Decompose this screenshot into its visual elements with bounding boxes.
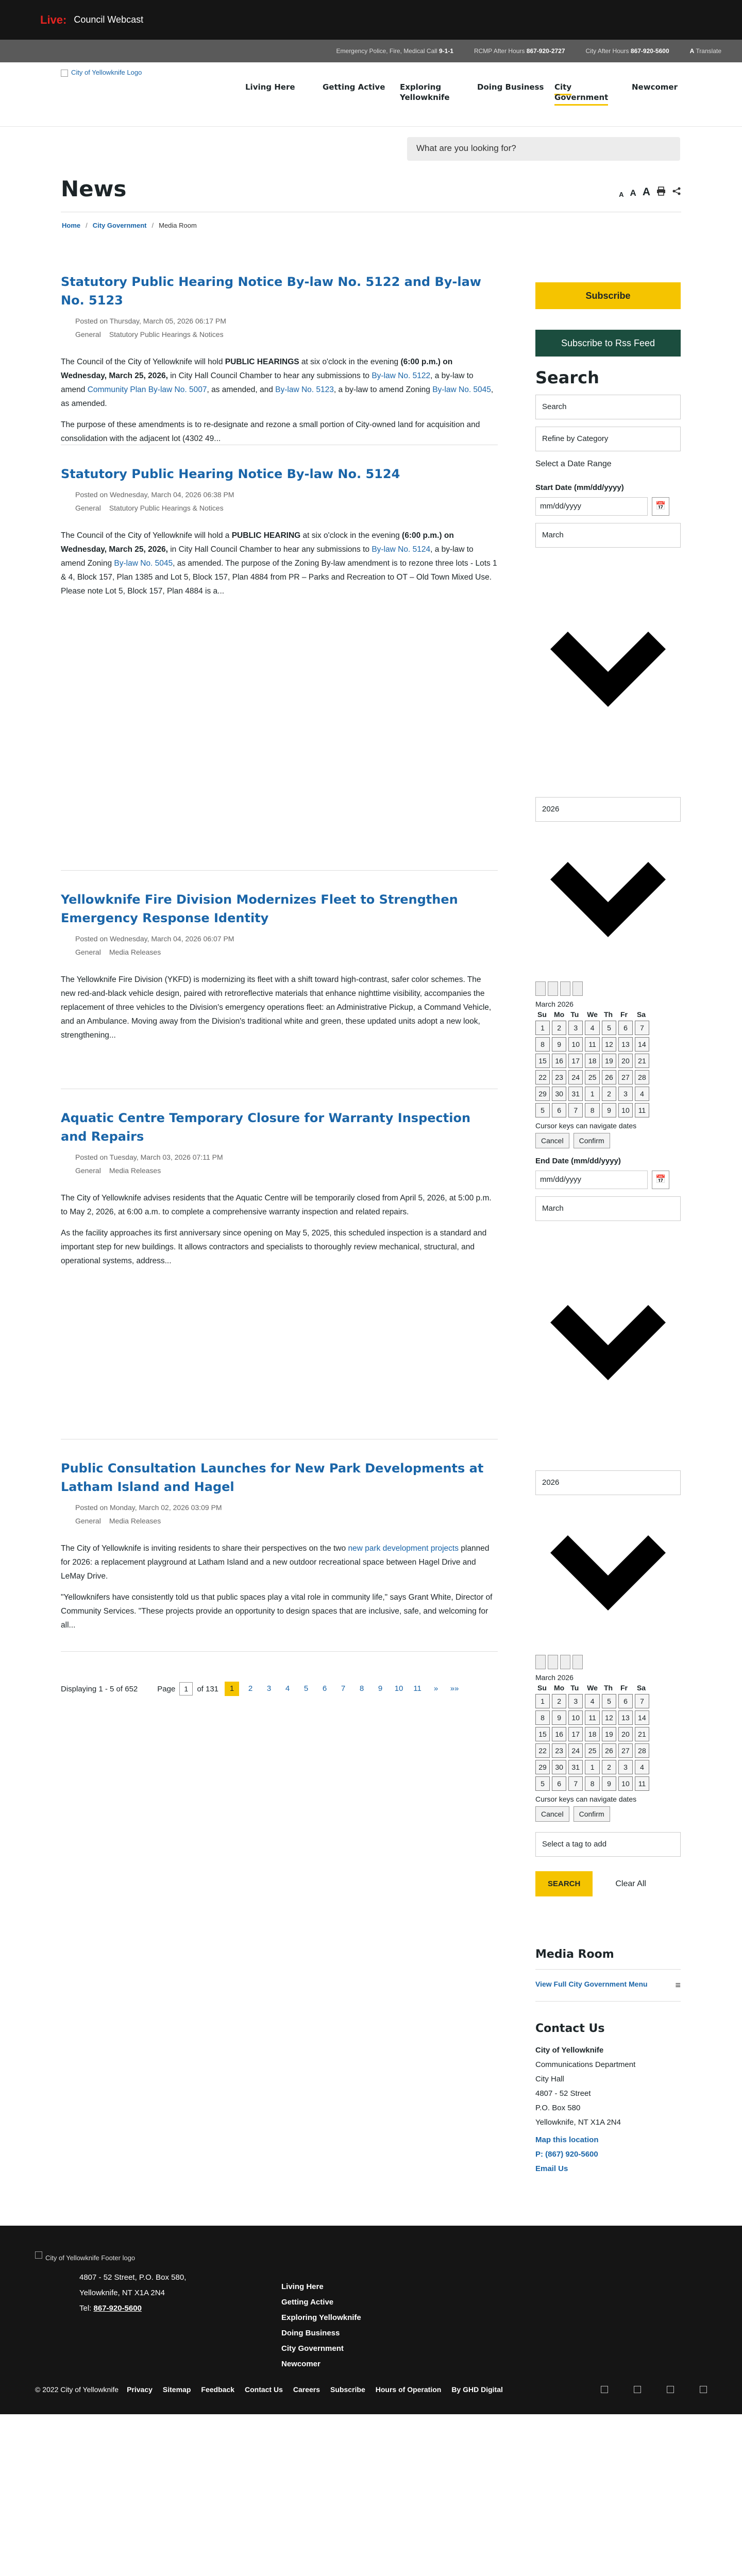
calendar-day[interactable]: 18 bbox=[585, 1727, 600, 1741]
next-month-button[interactable] bbox=[560, 1655, 570, 1669]
translate-button[interactable]: A Translate bbox=[689, 47, 721, 55]
prev-month-button[interactable] bbox=[548, 1655, 558, 1669]
breadcrumb-current: Media Room bbox=[159, 222, 197, 229]
bylaw-5045-link[interactable]: By-law No. 5045 bbox=[432, 385, 491, 394]
news-item bbox=[61, 1089, 498, 1439]
instagram-icon[interactable] bbox=[667, 2386, 674, 2393]
bylaw-5123-link[interactable]: By-law No. 5123 bbox=[275, 385, 334, 394]
subscribe-button[interactable]: Subscribe bbox=[535, 282, 681, 309]
page-6[interactable]: 6 bbox=[322, 1684, 327, 1693]
chevron-down-icon[interactable] bbox=[535, 822, 681, 976]
calendar-day[interactable]: 14 bbox=[635, 1037, 649, 1052]
breadcrumb-home[interactable]: Home bbox=[62, 222, 81, 229]
last-page-button[interactable]: »» bbox=[450, 1684, 459, 1693]
calendar-day[interactable]: 17 bbox=[568, 1727, 583, 1741]
news-date: Posted on Wednesday, March 04, 2026 06:38 PM bbox=[75, 490, 234, 499]
calendar-day[interactable]: 15 bbox=[535, 1054, 550, 1068]
bylaw-5007-link[interactable]: Community Plan By-law No. 5007 bbox=[87, 385, 207, 394]
calendar-day[interactable]: 9 bbox=[602, 1776, 616, 1791]
results-count: Displaying 1 - 5 of 652 bbox=[61, 1684, 138, 1693]
facebook-icon[interactable] bbox=[601, 2386, 608, 2393]
start-date-input[interactable]: mm/dd/yyyy bbox=[535, 497, 648, 516]
next-year-button[interactable] bbox=[572, 1655, 583, 1669]
news-title[interactable]: Aquatic Centre Temporary Closure for Warranty Inspection and Repairs bbox=[61, 1111, 471, 1144]
text-size-medium[interactable]: A bbox=[630, 188, 636, 198]
page-10[interactable]: 10 bbox=[394, 1684, 403, 1693]
calendar-icon[interactable]: 📅 bbox=[652, 497, 669, 516]
calendar-day[interactable]: 21 bbox=[635, 1727, 649, 1741]
calendar-day[interactable]: 22 bbox=[535, 1743, 550, 1758]
news-list bbox=[61, 229, 498, 2176]
page-5[interactable]: 5 bbox=[303, 1684, 309, 1693]
calendar-day[interactable]: 11 bbox=[585, 1710, 600, 1725]
footer-link-privacy[interactable]: Privacy bbox=[127, 2385, 153, 2394]
page-9[interactable]: 9 bbox=[378, 1684, 383, 1693]
emergency-number: 9-1-1 bbox=[439, 47, 453, 55]
category-select[interactable]: Refine by Category bbox=[535, 427, 681, 451]
text-size-small[interactable]: A bbox=[619, 191, 624, 198]
end-date-calendar: March 2026 Su Mo Tu We Th Fr Sa 1 2 3 4 5 6 7 8 9 10 11 12 13 14 15 16 17 18 19 20 21 22 23 24 25 26 27 28 29 30 31 1 2 3 4 5 6 7 8 9 10 11 Cursor keys can navigate dates Cancel Confirm bbox=[535, 1655, 681, 1822]
calendar-day[interactable]: 5 bbox=[602, 1021, 616, 1035]
start-year-select[interactable]: 2026 bbox=[535, 797, 681, 822]
footer-link-contact[interactable]: Contact Us bbox=[244, 2385, 283, 2394]
calendar-day[interactable]: 2 bbox=[602, 1087, 616, 1101]
news-date: Posted on Wednesday, March 04, 2026 06:07 PM bbox=[75, 935, 234, 943]
calendar-day[interactable]: 7 bbox=[568, 1103, 583, 1117]
calendar-day[interactable]: 12 bbox=[602, 1037, 616, 1052]
calendar-day[interactable]: 24 bbox=[568, 1743, 583, 1758]
calendar-day[interactable]: 16 bbox=[552, 1727, 566, 1741]
next-page-button[interactable]: » bbox=[433, 1684, 439, 1693]
calendar-day[interactable]: 22 bbox=[535, 1070, 550, 1084]
end-date-label: End Date (mm/dd/yyyy) bbox=[535, 1157, 621, 1165]
page-7[interactable]: 7 bbox=[341, 1684, 346, 1693]
translate-icon: A bbox=[689, 47, 695, 55]
footer-link-ghd[interactable]: By GHD Digital bbox=[451, 2385, 503, 2394]
calendar-day[interactable]: 10 bbox=[568, 1710, 583, 1725]
calendar-cancel-button[interactable]: Cancel bbox=[535, 1133, 569, 1148]
page-11[interactable]: 11 bbox=[413, 1684, 421, 1693]
live-label: Live: bbox=[40, 13, 67, 26]
news-summary: The Council of the City of Yellowknife will hold PUBLIC HEARINGS at six o'clock in the evening (6:00 p.m.) on Wednesday, March 25, 2026, in City Hall Council Chamber to hear any submissions to By-law No. 5122, a by-law to amend Community Plan By-law No. 5007, as amended, and By-law No. 5123, a by-law to amend Zoning By-law No. 5045, as amended. The purpose of these amendments is to re-designate and rezone a small portion of City-owned land for acquisition and consolidation with the adjacent lot (4302 49... bbox=[61, 358, 494, 443]
footer-nav-link[interactable]: Doing Business bbox=[281, 2329, 340, 2337]
news-summary: The City of Yellowknife advises residents that the Aquatic Centre will be temporarily closed from April 5, 2026, at 5:00 p.m. to May 2, 2026, at 6:00 a.m. to complete a comprehensive warranty inspection and related repairs. As the facility approaches its first anniversary since opening on May 5, 2025, this scheduled inspection is a standard and important step for new buildings. It allows contractors and specialists to thoroughly review mechanical, structural, and operational systems, address... bbox=[61, 1194, 492, 1265]
news-title[interactable]: Yellowknife Fire Division Modernizes Fleet to Strengthen Emergency Response Identity bbox=[61, 892, 458, 925]
calendar-day[interactable]: 1 bbox=[585, 1760, 600, 1774]
sidebar bbox=[535, 228, 681, 2176]
calendar-day[interactable]: 10 bbox=[618, 1776, 633, 1791]
calendar-day[interactable]: 21 bbox=[635, 1054, 649, 1068]
news-date: Posted on Tuesday, March 03, 2026 07:11 PM bbox=[75, 1153, 223, 1161]
calendar-day[interactable]: 2 bbox=[552, 1021, 566, 1035]
calendar-day[interactable]: 3 bbox=[568, 1021, 583, 1035]
calendar-grid: Su Mo Tu We Th Fr Sa 1 2 3 4 5 6 7 8 9 10 11 12 13 14 15 16 17 18 19 20 21 22 23 24 25 26 27 28 29 30 31 1 2 3 4 5 6 7 8 9 10 11 bbox=[533, 1682, 651, 1793]
news-tags: General Statutory Public Hearings & Notices bbox=[75, 330, 224, 338]
footer-nav-link[interactable]: Newcomer bbox=[281, 2360, 321, 2368]
main-nav bbox=[245, 62, 709, 126]
news-tags: General Media Releases bbox=[75, 1517, 161, 1525]
start-date-calendar: March 2026 Su Mo Tu We Th Fr Sa 1 2 3 4 5 6 7 8 9 10 11 12 13 14 15 16 17 18 19 20 21 22 23 24 25 26 27 28 29 30 31 1 2 3 4 5 6 7 8 9 10 11 Cursor keys can navigate dates Cancel Confirm bbox=[535, 981, 681, 1148]
footer-link-careers[interactable]: Careers bbox=[293, 2385, 321, 2394]
city-after-hours-label: City After Hours bbox=[585, 47, 629, 55]
calendar-day[interactable]: 8 bbox=[535, 1710, 550, 1725]
calendar-day[interactable]: 19 bbox=[602, 1054, 616, 1068]
calendar-grid: Su Mo Tu We Th Fr Sa 1 2 3 4 5 6 7 8 9 10 11 12 13 14 15 16 17 18 19 20 21 22 23 24 25 26 27 28 29 30 31 1 2 3 4 5 6 7 8 9 10 11 bbox=[533, 1008, 651, 1120]
calendar-confirm-button[interactable]: Confirm bbox=[574, 1806, 610, 1822]
calendar-day[interactable]: 15 bbox=[535, 1727, 550, 1741]
copyright: © 2022 City of Yellowknife bbox=[35, 2385, 119, 2394]
calendar-day[interactable]: 3 bbox=[618, 1087, 633, 1101]
calendar-day[interactable]: 26 bbox=[602, 1743, 616, 1758]
calendar-day[interactable]: 27 bbox=[618, 1070, 633, 1084]
calendar-day[interactable]: 24 bbox=[568, 1070, 583, 1084]
text-size-large[interactable]: A bbox=[642, 186, 650, 198]
nav-doing-business[interactable]: Doing Business bbox=[477, 82, 544, 92]
news-summary: The Council of the City of Yellowknife will hold a PUBLIC HEARING at six o'clock in the evening (6:00 p.m.) on Wednesday, March 25, 2026, in City Hall Council Chamber to hear any submissions to By-law No. 5124, a by-law to amend Zoning By-law No. 5045, as amended. The purpose of the Zoning By-law amendment is to rezone three lots - Lots 1 & 4, Block 157, Plan 1385 and Lot 5, Block 157, Plan 4884 from PR – Parks and Recreation to OT – Old Town Mixed Use. Please note Lot 5, Block 157, Plan 4884 is a... bbox=[61, 531, 497, 596]
pagination: Displaying 1 - 5 of 652 Page 1 of 131 1 2 3 4 5 6 7 8 9 10 11 » »» bbox=[61, 1652, 498, 1696]
live-text[interactable]: Council Webcast bbox=[74, 14, 144, 25]
chevron-down-icon[interactable] bbox=[535, 1221, 681, 1463]
page-title: News bbox=[61, 176, 127, 201]
calendar-day[interactable]: 4 bbox=[585, 1694, 600, 1708]
nav-getting-active[interactable]: Getting Active bbox=[323, 82, 385, 92]
utility-bar bbox=[0, 40, 742, 62]
calendar-day[interactable]: 10 bbox=[618, 1103, 633, 1117]
rcmp-label: RCMP After Hours bbox=[474, 47, 525, 55]
calendar-day[interactable]: 23 bbox=[552, 1070, 566, 1084]
footer-nav-link[interactable]: Living Here bbox=[281, 2282, 324, 2291]
youtube-icon[interactable] bbox=[700, 2386, 707, 2393]
footer-link-feedback[interactable]: Feedback bbox=[201, 2385, 234, 2394]
calendar-day[interactable]: 30 bbox=[552, 1087, 566, 1101]
prev-year-button[interactable] bbox=[535, 981, 546, 996]
site-header bbox=[0, 62, 742, 127]
bylaw-5124-link[interactable]: By-law No. 5124 bbox=[372, 545, 431, 554]
calendar-day[interactable]: 12 bbox=[602, 1710, 616, 1725]
calendar-day[interactable]: 5 bbox=[602, 1694, 616, 1708]
calendar-confirm-button[interactable]: Confirm bbox=[574, 1133, 610, 1148]
next-year-button[interactable] bbox=[572, 981, 583, 996]
print-icon[interactable] bbox=[656, 187, 666, 198]
contact-block: Contact Us City of Yellowknife Communications Department City Hall 4807 - 52 Street P.O. Box 580 Yellowknife, NT X1A 2N4 Map this location P: (867) 920-5600 Email Us bbox=[535, 2001, 681, 2176]
page-tools bbox=[619, 186, 681, 201]
menu-icon: ≡ bbox=[675, 1980, 681, 1990]
bylaw-5045-link[interactable]: By-law No. 5045 bbox=[114, 559, 173, 568]
rcmp-number[interactable]: 867-920-2727 bbox=[526, 47, 565, 55]
calendar-day[interactable]: 3 bbox=[568, 1694, 583, 1708]
contact-heading: Contact Us bbox=[535, 2022, 605, 2035]
news-item bbox=[61, 253, 498, 445]
live-banner[interactable] bbox=[0, 0, 742, 40]
news-title[interactable]: Statutory Public Hearing Notice By-law No. 5124 bbox=[61, 467, 400, 481]
calendar-day[interactable]: 9 bbox=[552, 1037, 566, 1052]
news-item bbox=[61, 445, 498, 871]
end-month-select[interactable]: March bbox=[535, 1196, 681, 1221]
view-full-menu-link[interactable]: View Full City Government Menu ≡ bbox=[535, 1980, 681, 1990]
calendar-day[interactable]: 2 bbox=[552, 1694, 566, 1708]
broken-image-icon bbox=[61, 70, 68, 77]
calendar-day[interactable]: 5 bbox=[535, 1776, 550, 1791]
calendar-day[interactable]: 8 bbox=[535, 1037, 550, 1052]
end-date-input[interactable]: mm/dd/yyyy bbox=[535, 1171, 648, 1189]
calendar-day[interactable]: 11 bbox=[635, 1776, 649, 1791]
calendar-day[interactable]: 4 bbox=[585, 1021, 600, 1035]
nav-newcomer[interactable]: Newcomer bbox=[632, 82, 678, 92]
city-after-hours-number[interactable]: 867-920-5600 bbox=[630, 47, 669, 55]
footer-nav-link[interactable]: City Government bbox=[281, 2344, 344, 2353]
next-month-button[interactable] bbox=[560, 981, 570, 996]
chevron-down-icon[interactable] bbox=[535, 1495, 681, 1650]
bylaw-5122-link[interactable]: By-law No. 5122 bbox=[372, 371, 431, 380]
calendar-day[interactable]: 16 bbox=[552, 1054, 566, 1068]
calendar-day[interactable]: 11 bbox=[585, 1037, 600, 1052]
calendar-day[interactable]: 1 bbox=[535, 1694, 550, 1708]
calendar-day[interactable]: 20 bbox=[618, 1727, 633, 1741]
calendar-day[interactable]: 1 bbox=[535, 1021, 550, 1035]
news-date: Posted on Thursday, March 05, 2026 06:17 PM bbox=[75, 317, 226, 325]
calendar-day[interactable]: 31 bbox=[568, 1760, 583, 1774]
news-summary: The Yellowknife Fire Division (YKFD) is modernizing its fleet with a shift toward high-contrast, safer color schemes. The new red-and-black vehicle design, paired with retroreflective materials that enhance nighttime visibility, accompanies the replacement of three vehicles to the Division's emergency operations fleet: an Administrative Pickup, a Command Vehicle, and an Ambulance. Moving away from the Division's traditional white and green, these updated units adopt a new look, strengthening... bbox=[61, 975, 492, 1040]
prev-month-button[interactable] bbox=[548, 981, 558, 996]
calendar-day[interactable]: 25 bbox=[585, 1070, 600, 1084]
calendar-day[interactable]: 29 bbox=[535, 1760, 550, 1774]
calendar-day[interactable]: 17 bbox=[568, 1054, 583, 1068]
calendar-day[interactable]: 6 bbox=[618, 1694, 633, 1708]
calendar-day[interactable]: 13 bbox=[618, 1710, 633, 1725]
calendar-day[interactable]: 9 bbox=[552, 1710, 566, 1725]
calendar-day[interactable]: 23 bbox=[552, 1743, 566, 1758]
calendar-day[interactable]: 9 bbox=[602, 1103, 616, 1117]
start-date-label: Start Date (mm/dd/yyyy) bbox=[535, 483, 624, 492]
news-item bbox=[61, 1439, 498, 1652]
calendar-day[interactable]: 28 bbox=[635, 1070, 649, 1084]
search-heading: Search bbox=[535, 368, 599, 387]
news-tags: General Statutory Public Hearings & Notices bbox=[75, 504, 224, 512]
news-item bbox=[61, 871, 498, 1089]
calendar-day[interactable]: 6 bbox=[552, 1103, 566, 1117]
phone-link[interactable]: P: (867) 920-5600 bbox=[535, 2150, 598, 2159]
page-1[interactable]: 1 bbox=[225, 1682, 239, 1696]
calendar-day[interactable]: 30 bbox=[552, 1760, 566, 1774]
share-icon[interactable] bbox=[672, 187, 681, 198]
calendar-day[interactable]: 27 bbox=[618, 1743, 633, 1758]
footer-link-hours[interactable]: Hours of Operation bbox=[375, 2385, 442, 2394]
search-button[interactable]: SEARCH bbox=[535, 1871, 593, 1896]
calendar-day[interactable]: 7 bbox=[568, 1776, 583, 1791]
news-title[interactable]: Public Consultation Launches for New Park Developments at Latham Island and Hagel bbox=[61, 1461, 484, 1494]
calendar-day[interactable]: 8 bbox=[585, 1103, 600, 1117]
nav-living-here[interactable]: Living Here bbox=[245, 82, 295, 92]
page-2[interactable]: 2 bbox=[248, 1684, 253, 1693]
footer-link-subscribe[interactable]: Subscribe bbox=[330, 2385, 365, 2394]
calendar-day[interactable]: 10 bbox=[568, 1037, 583, 1052]
calendar-day[interactable]: 3 bbox=[618, 1760, 633, 1774]
calendar-day[interactable]: 8 bbox=[585, 1776, 600, 1791]
chevron-down-icon[interactable] bbox=[535, 548, 681, 790]
news-tags: General Media Releases bbox=[75, 948, 161, 956]
nav-exploring-yellowknife[interactable]: Exploring Yellowknife bbox=[400, 82, 450, 102]
date-range-label: Select a Date Range bbox=[535, 460, 612, 468]
calendar-day[interactable]: 7 bbox=[635, 1021, 649, 1035]
calendar-day[interactable]: 5 bbox=[535, 1103, 550, 1117]
map-link[interactable]: Map this location bbox=[535, 2136, 599, 2144]
tag-input[interactable]: Select a tag to add bbox=[535, 1832, 681, 1857]
calendar-icon[interactable]: 📅 bbox=[652, 1171, 669, 1189]
calendar-cancel-button[interactable]: Cancel bbox=[535, 1806, 569, 1822]
page-input[interactable]: 1 bbox=[179, 1682, 193, 1696]
twitter-icon[interactable] bbox=[634, 2386, 641, 2393]
emergency-label: Emergency Police, Fire, Medical Call bbox=[336, 47, 437, 55]
sidebar-search-input[interactable]: Search bbox=[535, 395, 681, 419]
calendar-day[interactable]: 31 bbox=[568, 1087, 583, 1101]
breadcrumb-city-government[interactable]: City Government bbox=[92, 222, 147, 229]
calendar-day[interactable]: 1 bbox=[585, 1087, 600, 1101]
news-date: Posted on Monday, March 02, 2026 03:09 PM bbox=[75, 1503, 222, 1512]
news-summary: The City of Yellowknife is inviting residents to share their perspectives on the two new park development projects planned for 2026: a replacement playground at Latham Island and a new outdoor recreational space between Hagel Drive and LeMay Drive. "Yellowknifers have consistently told us that public spaces play a vital role in community life," says Grant White, Director of Community Services. "These projects provide an opportunity to design spaces that are inclusive, safe, and welcoming for all... bbox=[61, 1544, 493, 1630]
site-footer: City of Yellowknife Footer logo 4807 - 52 Street, P.O. Box 580, Yellowknife, NT X1A 2N4 Tel: 867-920-5600 Living Here Getting Active Exploring Yellowknife Doing Business City Government Newcomer © 2022 City of Yellowknife Privacy Sitemap Feedback Contact Us Careers Subscribe Hours of Operation By GHD Digital bbox=[0, 2226, 742, 2414]
calendar-day[interactable]: 26 bbox=[602, 1070, 616, 1084]
rss-button[interactable]: Subscribe to Rss Feed bbox=[535, 330, 681, 357]
calendar-day[interactable]: 18 bbox=[585, 1054, 600, 1068]
calendar-day[interactable]: 13 bbox=[618, 1037, 633, 1052]
site-search-input[interactable]: What are you looking for? bbox=[407, 137, 680, 161]
page-3[interactable]: 3 bbox=[266, 1684, 272, 1693]
footer-nav bbox=[281, 2250, 361, 2372]
news-title[interactable]: Statutory Public Hearing Notice By-law No. 5122 and By-law No. 5123 bbox=[61, 275, 481, 308]
calendar-day[interactable]: 7 bbox=[635, 1694, 649, 1708]
footer-link-sitemap[interactable]: Sitemap bbox=[162, 2385, 191, 2394]
calendar-day[interactable]: 14 bbox=[635, 1710, 649, 1725]
breadcrumb: Home / City Government / Media Room bbox=[62, 222, 197, 229]
footer-nav-link[interactable]: Getting Active bbox=[281, 2298, 334, 2307]
calendar-day[interactable]: 25 bbox=[585, 1743, 600, 1758]
calendar-day[interactable]: 28 bbox=[635, 1743, 649, 1758]
start-month-select[interactable]: March bbox=[535, 523, 681, 548]
calendar-day[interactable]: 20 bbox=[618, 1054, 633, 1068]
footer-nav-link[interactable]: Exploring Yellowknife bbox=[281, 2313, 361, 2322]
calendar-day[interactable]: 6 bbox=[618, 1021, 633, 1035]
broken-image-icon bbox=[35, 2251, 42, 2259]
media-room-heading: Media Room bbox=[535, 1948, 681, 1970]
prev-year-button[interactable] bbox=[535, 1655, 546, 1669]
page-4[interactable]: 4 bbox=[285, 1684, 290, 1693]
calendar-day[interactable]: 2 bbox=[602, 1760, 616, 1774]
clear-all-button[interactable]: Clear All bbox=[615, 1879, 646, 1888]
calendar-month-label: March 2026 bbox=[535, 1000, 574, 1008]
park-projects-link[interactable]: new park development projects bbox=[348, 1544, 459, 1553]
calendar-day[interactable]: 4 bbox=[635, 1087, 649, 1101]
calendar-day[interactable]: 19 bbox=[602, 1727, 616, 1741]
email-link[interactable]: Email Us bbox=[535, 2164, 568, 2173]
page-8[interactable]: 8 bbox=[359, 1684, 364, 1693]
calendar-month-label: March 2026 bbox=[535, 1673, 574, 1682]
calendar-day[interactable]: 6 bbox=[552, 1776, 566, 1791]
site-logo[interactable]: City of Yellowknife Logo bbox=[61, 62, 195, 126]
footer-logo[interactable]: City of Yellowknife Footer logo bbox=[35, 2250, 281, 2266]
footer-phone-link[interactable]: 867-920-5600 bbox=[93, 2304, 142, 2313]
calendar-day[interactable]: 4 bbox=[635, 1760, 649, 1774]
calendar-day[interactable]: 11 bbox=[635, 1103, 649, 1117]
end-year-select[interactable]: 2026 bbox=[535, 1470, 681, 1495]
calendar-day[interactable]: 29 bbox=[535, 1087, 550, 1101]
nav-city-government[interactable]: City Government bbox=[554, 82, 632, 126]
news-tags: General Media Releases bbox=[75, 1166, 161, 1175]
